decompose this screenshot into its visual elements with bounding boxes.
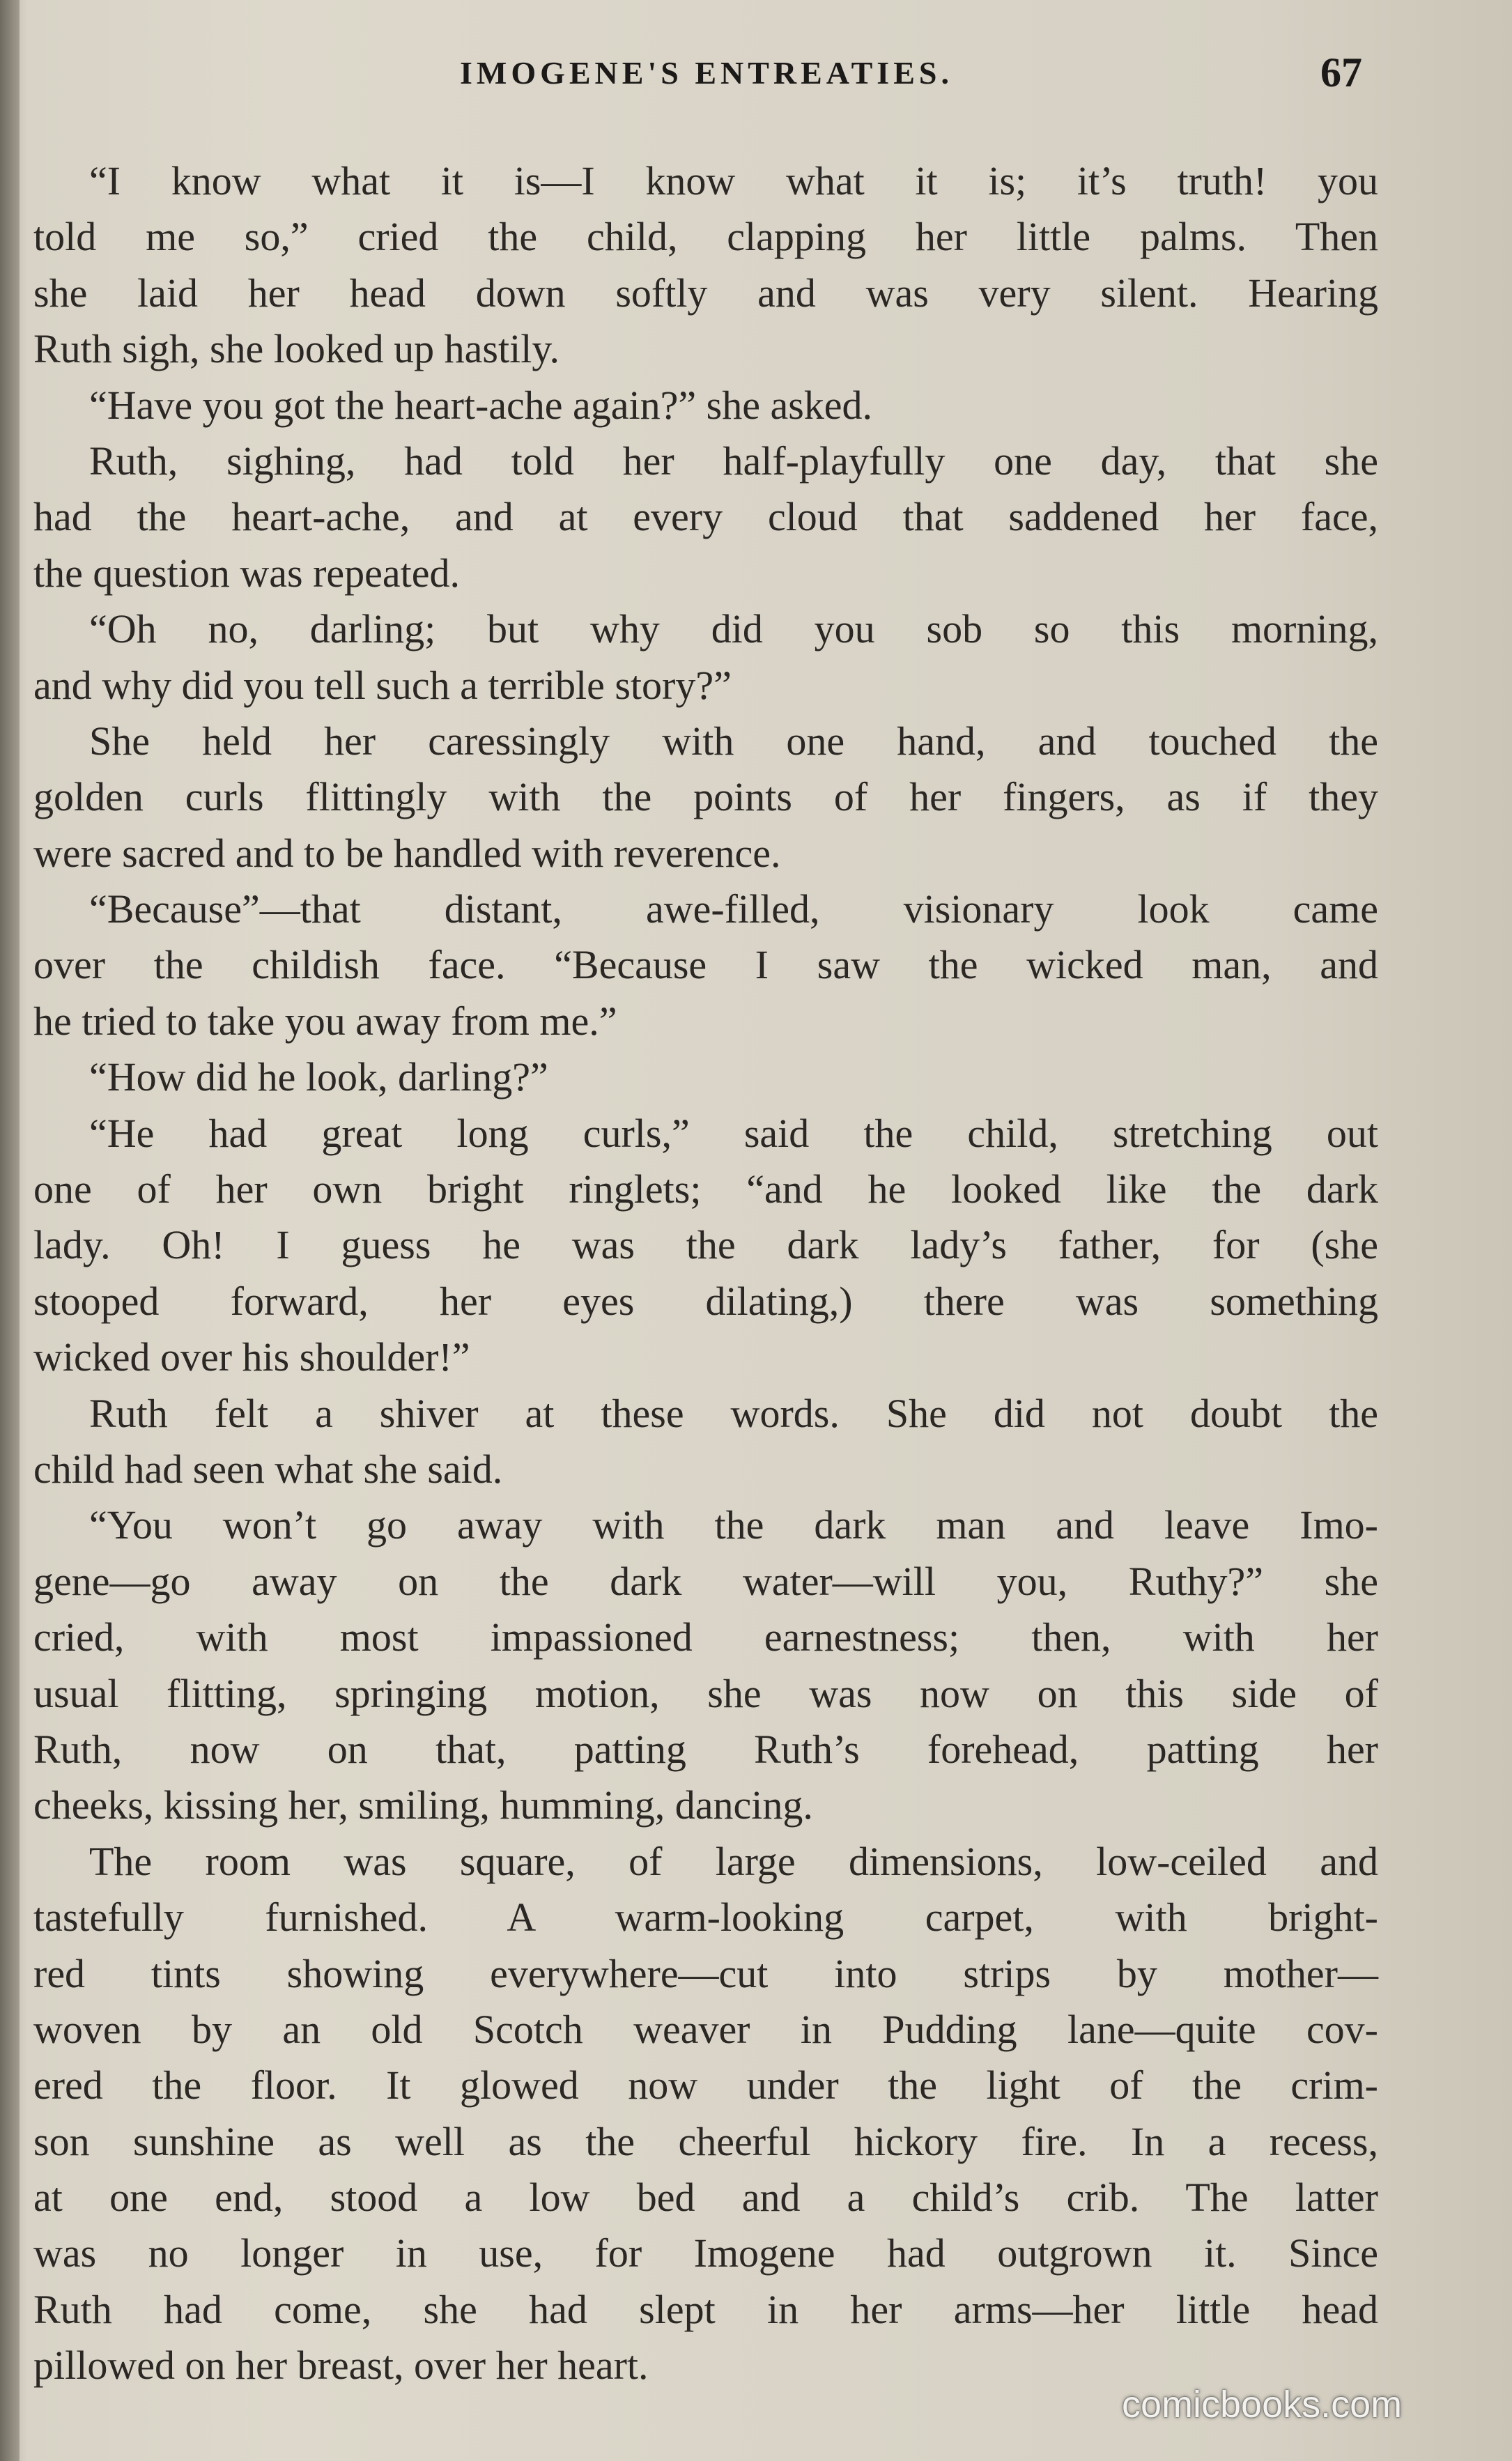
text-line: “I know what it is—I know what it is; it’s truth! you	[89, 158, 1378, 203]
text-line: “Oh no, darling; but why did you sob so this morning,	[89, 606, 1378, 652]
text-line: was no longer in use, for Imogene had outgrown it. Since	[33, 2230, 1378, 2276]
text-line: red tints showing everywhere—cut into strips by mother—	[33, 1950, 1378, 1996]
text-line: Ruth felt a shiver at these words. She did not doubt the	[89, 1390, 1378, 1436]
text-line: pillowed on her breast, over her heart.	[33, 2343, 649, 2389]
text-line: Ruth, now on that, patting Ruth’s forehead, patting her	[33, 1726, 1378, 1772]
text-line: “You won’t go away with the dark man and leave Imo-	[89, 1502, 1378, 1548]
text-line: she laid her head down softly and was very silent. Hearing	[33, 270, 1378, 316]
text-line: tastefully furnished. A warm-looking carpet, with bright-	[33, 1895, 1378, 1941]
text-line: and why did you tell such a terrible story?”	[33, 662, 732, 708]
text-line: over the childish face. “Because I saw the wicked man, and	[33, 942, 1378, 988]
text-line: “He had great long curls,” said the child, stretching out	[89, 1110, 1378, 1156]
text-line: had the heart-ache, and at every cloud that saddened her face,	[33, 494, 1378, 540]
text-line: usual flitting, springing motion, she was now on this side of	[33, 1670, 1378, 1716]
text-line: Ruth sigh, she looked up hastily.	[33, 326, 560, 372]
body-text	[33, 153, 1378, 2394]
text-line: told me so,” cried the child, clapping her little palms. Then	[33, 214, 1378, 260]
text-line: The room was square, of large dimensions, low-ceiled and	[89, 1838, 1378, 1884]
text-line: gene—go away on the dark water—will you, Ruthy?” she	[33, 1558, 1378, 1604]
text-line: She held her caressingly with one hand, and touched the	[89, 718, 1378, 764]
text-line: golden curls flittingly with the points of her fingers, as if they	[33, 774, 1378, 820]
page-number: 67	[1320, 49, 1362, 95]
page-header	[0, 49, 1512, 105]
text-line: stooped forward, her eyes dilating,) there was something	[33, 1278, 1378, 1324]
text-line: Ruth, sighing, had told her half-playfully one day, that she	[89, 438, 1378, 484]
text-line: child had seen what she said.	[33, 1446, 503, 1492]
text-line: he tried to take you away from me.”	[33, 998, 617, 1044]
text-line: lady. Oh! I guess he was the dark lady’s father, for (she	[33, 1222, 1378, 1268]
text-line: woven by an old Scotch weaver in Pudding lane—quite cov-	[33, 2006, 1378, 2052]
text-line: at one end, stood a low bed and a child’s crib. The latter	[33, 2175, 1378, 2221]
text-line: son sunshine as well as the cheerful hickory fire. In a recess,	[33, 2118, 1378, 2164]
watermark: comicbooks.com	[1122, 2384, 1403, 2425]
text-line: “Have you got the heart-ache again?” she asked.	[89, 382, 873, 428]
text-line: wicked over his shoulder!”	[33, 1334, 470, 1380]
text-line: the question was repeated.	[33, 550, 461, 596]
page-binding-edge	[0, 0, 20, 2461]
text-line: ered the floor. It glowed now under the light of the crim-	[33, 2062, 1378, 2108]
text-line: cried, with most impassioned earnestness; then, with her	[33, 1614, 1378, 1660]
running-head: IMOGENE'S ENTREATIES.	[460, 55, 953, 91]
text-line: Ruth had come, she had slept in her arms—her little head	[33, 2286, 1378, 2332]
text-line: cheeks, kissing her, smiling, humming, dancing.	[33, 1782, 813, 1828]
text-line: one of her own bright ringlets; “and he looked like the dark	[33, 1166, 1378, 1212]
text-line: “Because”—that distant, awe-filled, visionary look came	[89, 886, 1378, 932]
text-line: were sacred and to be handled with reverence.	[33, 830, 781, 876]
text-line: “How did he look, darling?”	[89, 1054, 548, 1100]
